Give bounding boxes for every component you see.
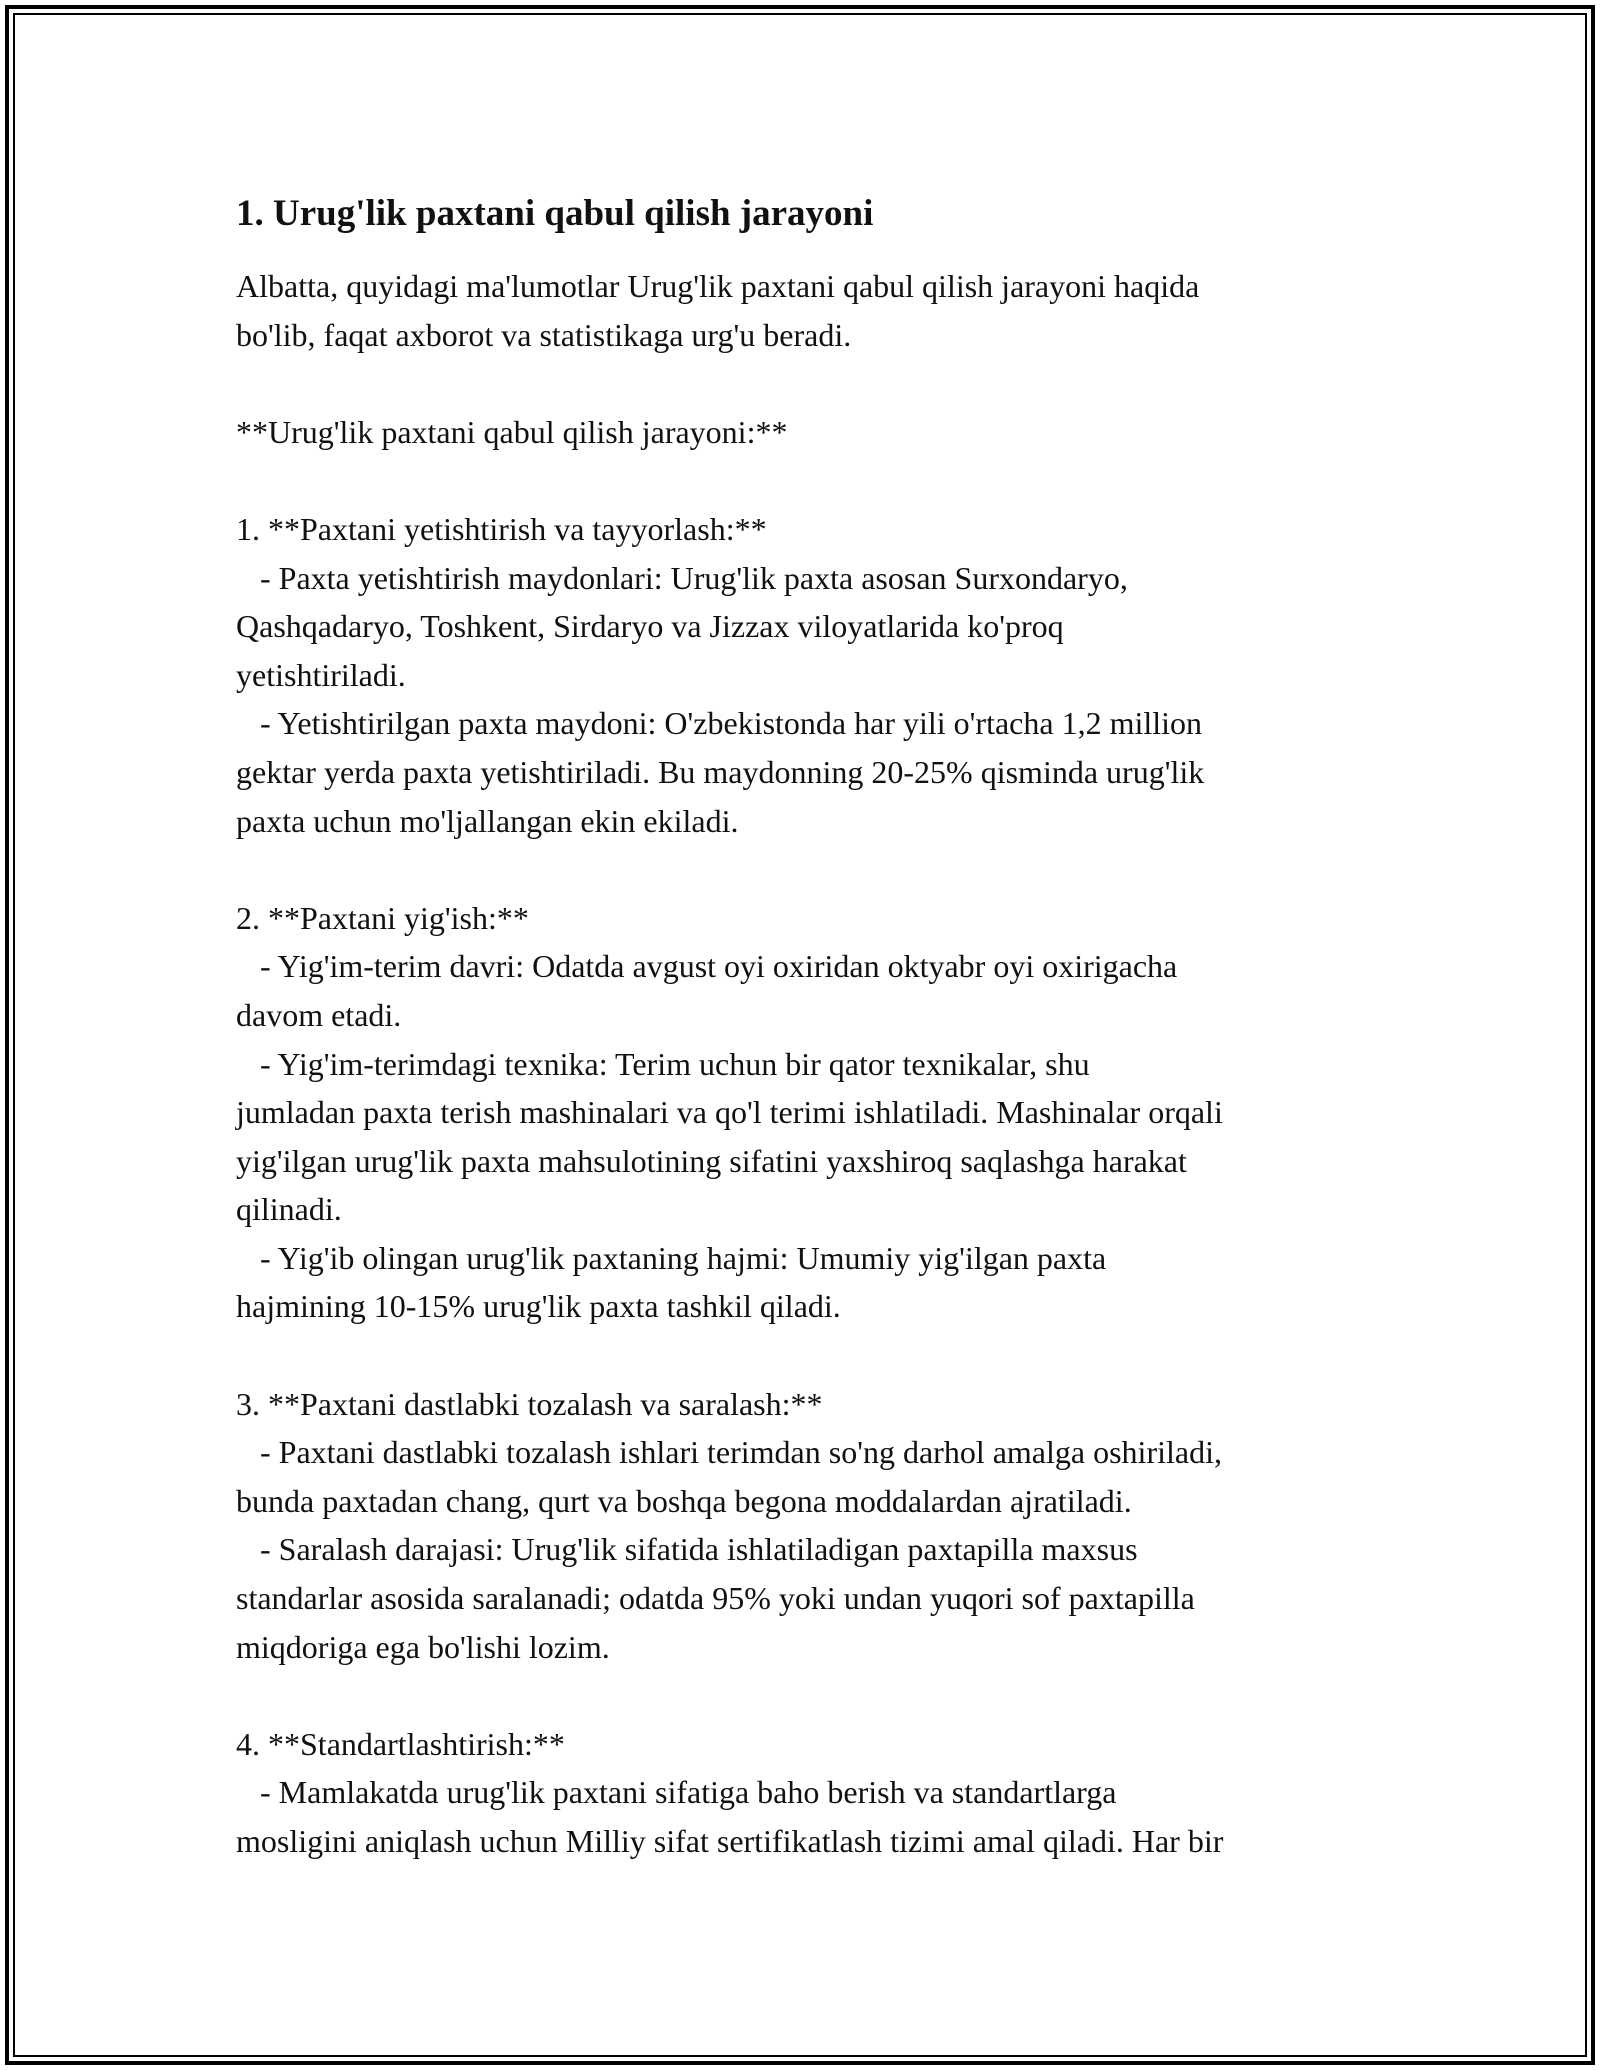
text-line: qilinadi.: [236, 1191, 342, 1228]
text-line: yig'ilgan urug'lik paxta mahsulotining sifatini yaxshiroq saqlashga harakat: [236, 1142, 1187, 1179]
text-line: miqdoriga ega bo'lishi lozim.: [236, 1628, 610, 1665]
text-line: standarlar asosida saralanadi; odatda 95% yoki undan yuqori sof paxtapilla: [236, 1580, 1195, 1617]
text-line: 3. **Paxtani dastlabki tozalash va saralash:**: [236, 1385, 823, 1422]
text-line: - Paxtani dastlabki tozalash ishlari terimdan so'ng darhol amalga oshiriladi,: [236, 1434, 1222, 1471]
document-title: 1. Urug'lik paxtani qabul qilish jarayoni: [236, 193, 874, 234]
text-line: davom etadi.: [236, 996, 402, 1033]
document-body: [236, 262, 1376, 1866]
text-line: - Saralash darajasi: Urug'lik sifatida ishlatiladigan paxtapilla maxsus: [236, 1531, 1138, 1568]
document-content: [236, 188, 1376, 1866]
blank-line: [236, 845, 1376, 894]
text-line: mosligini aniqlash uchun Milliy sifat sertifikatlash tizimi amal qiladi. Har bir: [236, 1823, 1224, 1859]
text-line: **Urug'lik paxtani qabul qilish jarayoni:**: [236, 413, 788, 450]
text-line: bunda paxtadan chang, qurt va boshqa begona moddalardan ajratiladi.: [236, 1482, 1132, 1519]
blank-line: [236, 1331, 1376, 1380]
text-line: Qashqadaryo, Toshkent, Sirdaryo va Jizzax viloyatlarida ko'proq: [236, 608, 1064, 645]
text-line: - Mamlakatda urug'lik paxtani sifatiga baho berish va standartlarga: [236, 1774, 1117, 1811]
text-line: - Yig'ib olingan urug'lik paxtaning hajmi: Umumiy yig'ilgan paxta: [236, 1239, 1107, 1276]
blank-line: [236, 1671, 1376, 1720]
text-line: yetishtiriladi.: [236, 656, 406, 693]
text-line: - Yetishtirilgan paxta maydoni: O'zbekistonda har yili o'rtacha 1,2 million: [236, 705, 1203, 742]
text-line: bo'lib, faqat axborot va statistikaga urg'u beradi.: [236, 316, 852, 353]
text-line: 2. **Paxtani yig'ish:**: [236, 899, 529, 936]
text-line: jumladan paxta terish mashinalari va qo'l terimi ishlatiladi. Mashinalar orqali: [236, 1094, 1223, 1131]
text-line: 4. **Standartlashtirish:**: [236, 1725, 565, 1762]
text-line: hajmining 10-15% urug'lik paxta tashkil qiladi.: [236, 1288, 841, 1325]
blank-line: [236, 456, 1376, 505]
text-line: gektar yerda paxta yetishtiriladi. Bu maydonning 20-25% qisminda urug'lik: [236, 753, 1205, 790]
text-line: - Yig'im-terim davri: Odatda avgust oyi oxiridan oktyabr oyi oxirigacha: [236, 948, 1178, 985]
text-line: Albatta, quyidagi ma'lumotlar Urug'lik paxtani qabul qilish jarayoni haqida: [236, 268, 1200, 304]
text-line: paxta uchun mo'ljallangan ekin ekiladi.: [236, 802, 739, 839]
blank-line: [236, 359, 1376, 408]
text-line: - Paxta yetishtirish maydonlari: Urug'lik paxta asosan Surxondaryo,: [236, 559, 1128, 596]
text-line: 1. **Paxtani yetishtirish va tayyorlash:**: [236, 510, 767, 547]
text-line: - Yig'im-terimdagi texnika: Terim uchun bir qator texnikalar, shu: [236, 1045, 1090, 1082]
